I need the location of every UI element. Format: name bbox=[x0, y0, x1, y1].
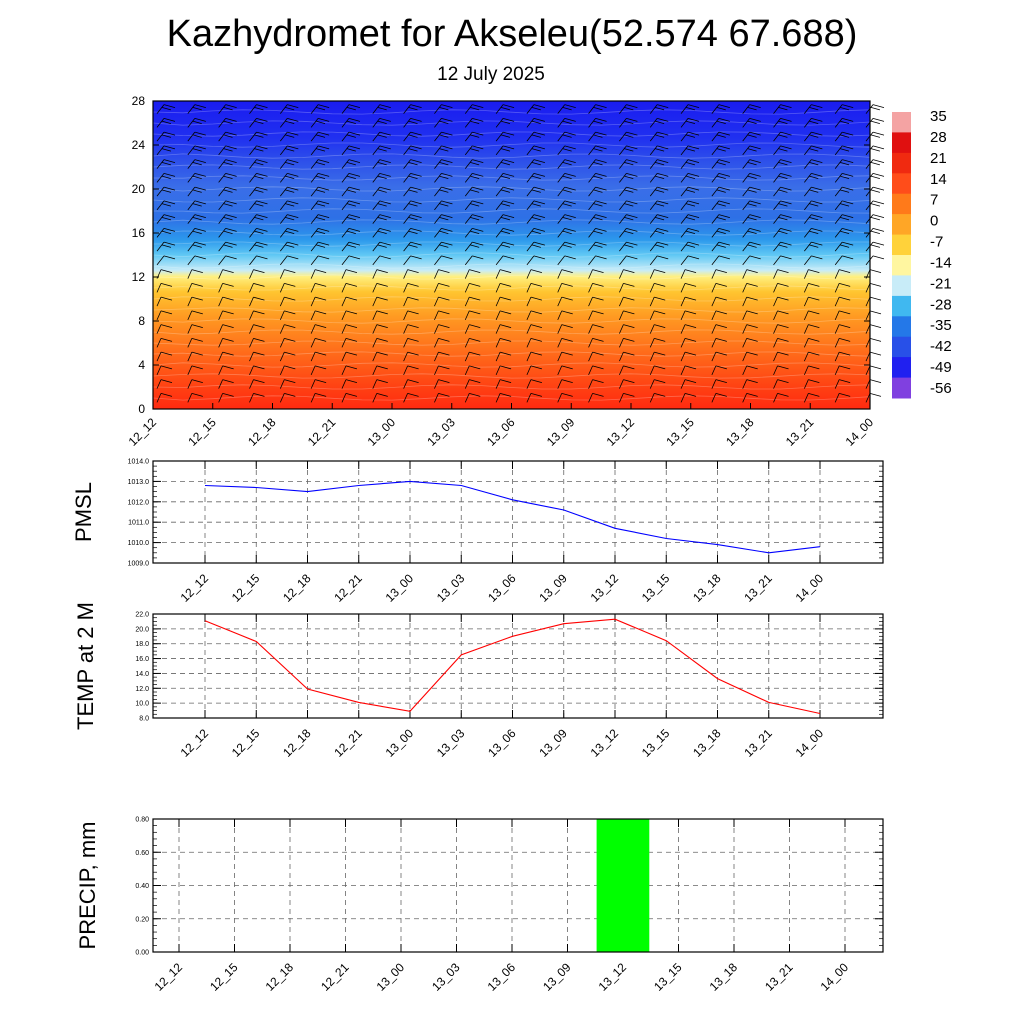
x-tick-label: 13_03 bbox=[433, 571, 468, 605]
x-tick-label: 14_00 bbox=[792, 726, 827, 760]
x-tick-label: 13_00 bbox=[364, 415, 399, 449]
y-tick-label: 1011.0 bbox=[128, 519, 149, 527]
colorbar-label: -35 bbox=[930, 317, 952, 335]
y-tick-label: 1010.0 bbox=[127, 540, 149, 548]
y-tick-label: 0.00 bbox=[135, 949, 149, 957]
x-tick-label: 12_21 bbox=[331, 726, 365, 760]
colorbar-box bbox=[892, 296, 911, 317]
x-tick-label: 12_15 bbox=[207, 960, 241, 994]
y-tick-label: 10.0 bbox=[135, 700, 149, 708]
colorbar-box bbox=[892, 357, 911, 378]
colorbar-box bbox=[892, 378, 911, 399]
colorbar-box bbox=[892, 275, 911, 296]
y-tick-label: 4 bbox=[138, 358, 145, 372]
y-tick-label: 0.40 bbox=[135, 883, 149, 890]
y-tick-label: 1014.0 bbox=[127, 458, 149, 466]
colorbar-label: 28 bbox=[930, 128, 947, 146]
y-axis-label: PRECIP, mm bbox=[75, 821, 100, 950]
x-tick-label: 13_09 bbox=[536, 726, 570, 760]
x-tick-label: 13_18 bbox=[706, 960, 741, 994]
x-tick-label: 13_06 bbox=[485, 726, 519, 760]
colorbar-box bbox=[892, 112, 911, 133]
x-tick-label: 12_18 bbox=[280, 571, 314, 605]
x-tick-label: 12_15 bbox=[228, 726, 263, 760]
colorbar-label: 21 bbox=[930, 149, 947, 167]
colorbar-label: 35 bbox=[930, 108, 947, 125]
x-tick-label: 13_06 bbox=[484, 960, 519, 994]
x-tick-label: 13_06 bbox=[484, 415, 518, 449]
cross-section-panel bbox=[126, 94, 884, 449]
y-tick-label: 14.0 bbox=[135, 670, 149, 678]
x-tick-label: 12_18 bbox=[245, 415, 279, 449]
x-tick-label: 14_00 bbox=[817, 960, 852, 994]
y-tick-label: 16 bbox=[131, 226, 145, 240]
precip-bar bbox=[597, 819, 650, 952]
x-tick-label: 12_18 bbox=[262, 960, 297, 994]
y-tick-label: 0 bbox=[138, 402, 145, 416]
x-tick-label: 12_12 bbox=[125, 415, 160, 449]
x-tick-label: 13_00 bbox=[373, 960, 408, 994]
y-tick-label: 20.0 bbox=[135, 626, 149, 634]
x-tick-label: 12_12 bbox=[151, 960, 186, 994]
y-tick-label: 24 bbox=[131, 138, 145, 152]
x-tick-label: 13_03 bbox=[429, 960, 463, 994]
x-tick-label: 13_03 bbox=[424, 415, 458, 449]
colorbar-label: -14 bbox=[930, 254, 952, 272]
cross-section-x-axis bbox=[126, 403, 877, 449]
y-tick-label: 8.0 bbox=[139, 715, 149, 723]
colorbar-labels bbox=[930, 108, 952, 397]
y-tick-label: 12 bbox=[131, 270, 145, 284]
x-tick-label: 13_18 bbox=[690, 726, 724, 760]
colorbar-box bbox=[892, 235, 911, 256]
x-tick-label: 13_09 bbox=[536, 571, 570, 605]
colorbar-box bbox=[892, 255, 911, 276]
x-tick-label: 12_18 bbox=[280, 726, 314, 760]
x-tick-label: 13_12 bbox=[603, 415, 638, 449]
y-axis-label: TEMP at 2 M bbox=[73, 602, 98, 730]
x-tick-label: 13_06 bbox=[485, 571, 519, 605]
colorbar bbox=[892, 108, 952, 399]
colorbar-label: -56 bbox=[930, 380, 952, 397]
colorbar-box bbox=[892, 153, 911, 174]
plot-frame bbox=[153, 614, 883, 718]
x-tick-label: 13_00 bbox=[382, 726, 417, 760]
x-tick-label: 12_21 bbox=[318, 960, 352, 994]
pmsl-panel bbox=[71, 459, 883, 605]
colorbar-label: 14 bbox=[930, 170, 947, 188]
x-tick-label: 13_21 bbox=[741, 726, 775, 760]
y-tick-label: 28 bbox=[131, 94, 145, 108]
temp-panel bbox=[73, 602, 883, 760]
colorbar-boxes bbox=[892, 112, 911, 399]
colorbar-label: 0 bbox=[930, 212, 939, 230]
y-axis-label: PMSL bbox=[71, 482, 96, 542]
colorbar-label: 7 bbox=[930, 191, 939, 209]
x-tick-label: 13_18 bbox=[690, 571, 724, 605]
x-tick-label: 12_12 bbox=[177, 571, 212, 605]
x-tick-label: 13_09 bbox=[543, 415, 578, 449]
colorbar-label: -49 bbox=[930, 359, 952, 377]
x-tick-label: 13_09 bbox=[540, 960, 574, 994]
x-tick-label: 14_00 bbox=[842, 415, 877, 449]
y-tick-label: 8 bbox=[138, 314, 145, 328]
y-tick-label: 22.0 bbox=[135, 611, 149, 619]
x-tick-label: 13_03 bbox=[433, 726, 468, 760]
x-tick-label: 13_21 bbox=[741, 571, 775, 605]
x-tick-label: 13_15 bbox=[638, 726, 673, 760]
y-tick-label: 16.0 bbox=[135, 656, 149, 664]
x-tick-label: 13_12 bbox=[595, 960, 630, 994]
x-tick-label: 12_15 bbox=[185, 415, 219, 449]
y-tick-label: 0.80 bbox=[135, 816, 149, 824]
precip-panel bbox=[75, 817, 883, 994]
x-tick-label: 12_21 bbox=[331, 571, 365, 605]
x-tick-label: 13_18 bbox=[723, 415, 757, 449]
colorbar-box bbox=[892, 214, 911, 235]
y-tick-label: 20 bbox=[131, 182, 145, 196]
x-tick-label: 12_12 bbox=[177, 726, 212, 760]
colorbar-box bbox=[892, 337, 911, 358]
colorbar-box bbox=[892, 132, 911, 153]
y-tick-label: 1009.0 bbox=[127, 560, 149, 568]
x-tick-label: 13_00 bbox=[382, 571, 417, 605]
chart-title: Kazhydromet for Akseleu(52.574 67.688) bbox=[166, 13, 858, 55]
x-tick-label: 12_15 bbox=[228, 571, 263, 605]
x-tick-label: 13_21 bbox=[762, 960, 796, 994]
y-tick-label: 12.0 bbox=[135, 685, 149, 693]
y-tick-label: 0.20 bbox=[135, 916, 149, 924]
x-tick-label: 12_21 bbox=[304, 415, 339, 449]
y-tick-label: 1012.0 bbox=[127, 499, 149, 507]
colorbar-box bbox=[892, 316, 911, 337]
colorbar-label: -42 bbox=[930, 338, 952, 356]
y-tick-label: 18.0 bbox=[135, 641, 149, 649]
x-tick-label: 13_15 bbox=[651, 960, 685, 994]
y-tick-label: 0.60 bbox=[135, 849, 149, 857]
chart-subtitle: 12 July 2025 bbox=[437, 64, 545, 85]
x-tick-label: 13_12 bbox=[587, 571, 622, 605]
colorbar-box bbox=[892, 173, 911, 194]
plot-frame bbox=[153, 461, 883, 563]
colorbar-label: -7 bbox=[930, 233, 944, 251]
x-tick-label: 13_15 bbox=[663, 415, 697, 449]
colorbar-label: -28 bbox=[930, 296, 952, 314]
colorbar-label: -21 bbox=[930, 275, 952, 293]
x-tick-label: 13_12 bbox=[587, 726, 622, 760]
x-tick-label: 13_15 bbox=[638, 571, 673, 605]
colorbar-box bbox=[892, 194, 911, 215]
x-tick-label: 14_00 bbox=[792, 571, 827, 605]
y-tick-label: 1013.0 bbox=[127, 478, 149, 486]
x-tick-label: 13_21 bbox=[782, 415, 817, 449]
